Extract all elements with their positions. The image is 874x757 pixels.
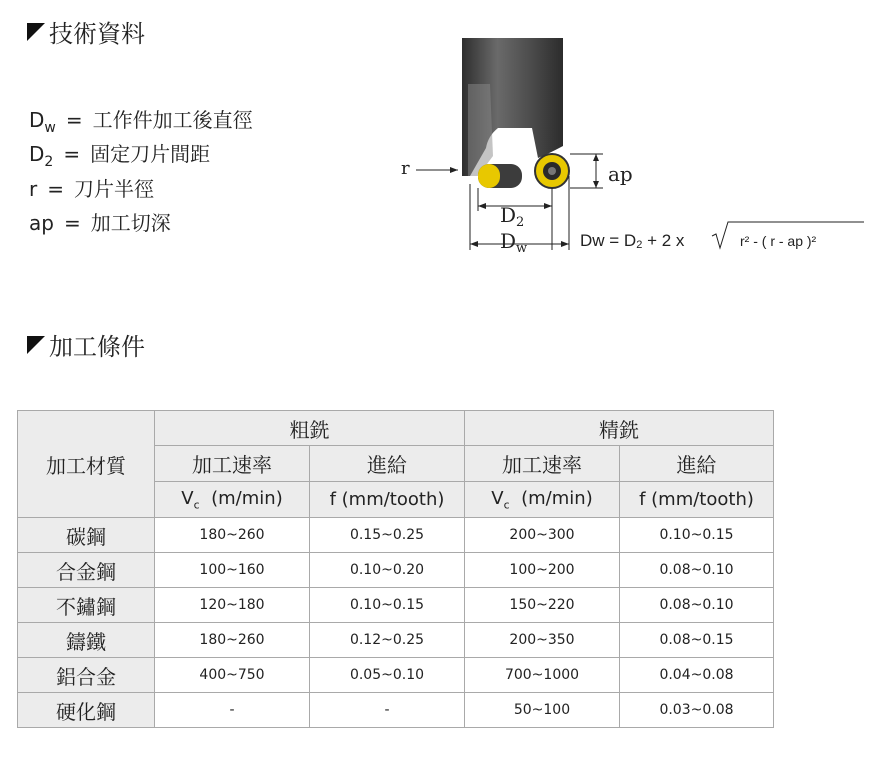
milling-tool-diagram (398, 36, 868, 261)
table-row (18, 693, 774, 728)
finish-feed-cell: 0.04~0.08 (620, 658, 774, 693)
rough-feed-cell: 0.10~0.15 (310, 588, 465, 623)
unit-rough-speed: $V_c$ (m/min) (155, 482, 310, 518)
unit-finish-feed: f (mm/tooth) (620, 482, 774, 518)
label-ap: ap (608, 162, 633, 186)
conditions-section-title (27, 327, 145, 362)
rough-speed-cell: - (155, 693, 310, 728)
cutting-conditions-table-wrap (17, 410, 773, 728)
rough-speed-cell: 120~180 (155, 588, 310, 623)
finish-speed-cell: 200~300 (465, 518, 620, 553)
finish-speed-cell: 700~1000 (465, 658, 620, 693)
rough-speed-cell: 180~260 (155, 623, 310, 658)
svg-text:r² - ( r - ap )²: r² - ( r - ap )² (740, 233, 817, 249)
finish-feed-cell: 0.03~0.08 (620, 693, 774, 728)
rough-feed-cell: 0.05~0.10 (310, 658, 465, 693)
finish-speed-cell: 150~220 (465, 588, 620, 623)
table-row (18, 623, 774, 658)
rough-feed-cell: 0.15~0.25 (310, 518, 465, 553)
table-row (18, 518, 774, 553)
triangle-marker-icon (27, 23, 45, 41)
finish-speed-cell: 200~350 (465, 623, 620, 658)
material-cell: 鋁合金 (18, 658, 155, 693)
header-rough-feed: 進給 (310, 446, 465, 482)
dw-formula (580, 222, 864, 251)
definition-d2: $D_2$ = 固定刀片間距 (29, 142, 211, 170)
svg-text:Dw = D2 + 2 x: Dw = D2 + 2 x (580, 231, 685, 251)
rough-feed-cell: - (310, 693, 465, 728)
finish-speed-cell: 50~100 (465, 693, 620, 728)
right-insert-icon (535, 154, 569, 188)
material-cell: 碳鋼 (18, 518, 155, 553)
definition-r: r = 刀片半徑 (29, 177, 154, 201)
rough-feed-cell: 0.10~0.20 (310, 553, 465, 588)
header-finish-milling: 精銑 (465, 411, 774, 446)
material-cell: 合金鋼 (18, 553, 155, 588)
tech-section-title (27, 14, 145, 49)
tech-title-text: 技術資料 (49, 20, 145, 48)
rough-speed-cell: 100~160 (155, 553, 310, 588)
header-material: 加工材質 (18, 411, 155, 518)
definition-dw: $D_w$ = 工作件加工後直徑 (29, 108, 253, 136)
finish-speed-cell: 100~200 (465, 553, 620, 588)
material-cell: 不鏽鋼 (18, 588, 155, 623)
triangle-marker-icon (27, 336, 45, 354)
unit-rough-feed: f (mm/tooth) (310, 482, 465, 518)
table-row (18, 588, 774, 623)
header-finish-feed: 進給 (620, 446, 774, 482)
material-cell: 鑄鐵 (18, 623, 155, 658)
finish-feed-cell: 0.10~0.15 (620, 518, 774, 553)
label-d2: $D_2$ (500, 203, 525, 230)
finish-feed-cell: 0.08~0.10 (620, 588, 774, 623)
rough-speed-cell: 180~260 (155, 518, 310, 553)
label-dw: $D_w$ (500, 229, 528, 256)
label-r: r (401, 158, 410, 179)
table-row (18, 553, 774, 588)
rough-feed-cell: 0.12~0.25 (310, 623, 465, 658)
conditions-title-text: 加工條件 (49, 333, 145, 361)
tool-flute-shape (468, 84, 493, 176)
finish-feed-cell: 0.08~0.10 (620, 553, 774, 588)
material-cell: 硬化鋼 (18, 693, 155, 728)
rough-speed-cell: 400~750 (155, 658, 310, 693)
table-row (18, 658, 774, 693)
header-rough-milling: 粗銑 (155, 411, 465, 446)
finish-feed-cell: 0.08~0.15 (620, 623, 774, 658)
header-finish-speed: 加工速率 (465, 446, 620, 482)
left-insert-icon (478, 164, 522, 188)
unit-finish-speed: $V_c$ (m/min) (465, 482, 620, 518)
header-rough-speed: 加工速率 (155, 446, 310, 482)
cutting-conditions-table (17, 410, 774, 728)
definition-ap: ap = 加工切深 (29, 211, 171, 235)
